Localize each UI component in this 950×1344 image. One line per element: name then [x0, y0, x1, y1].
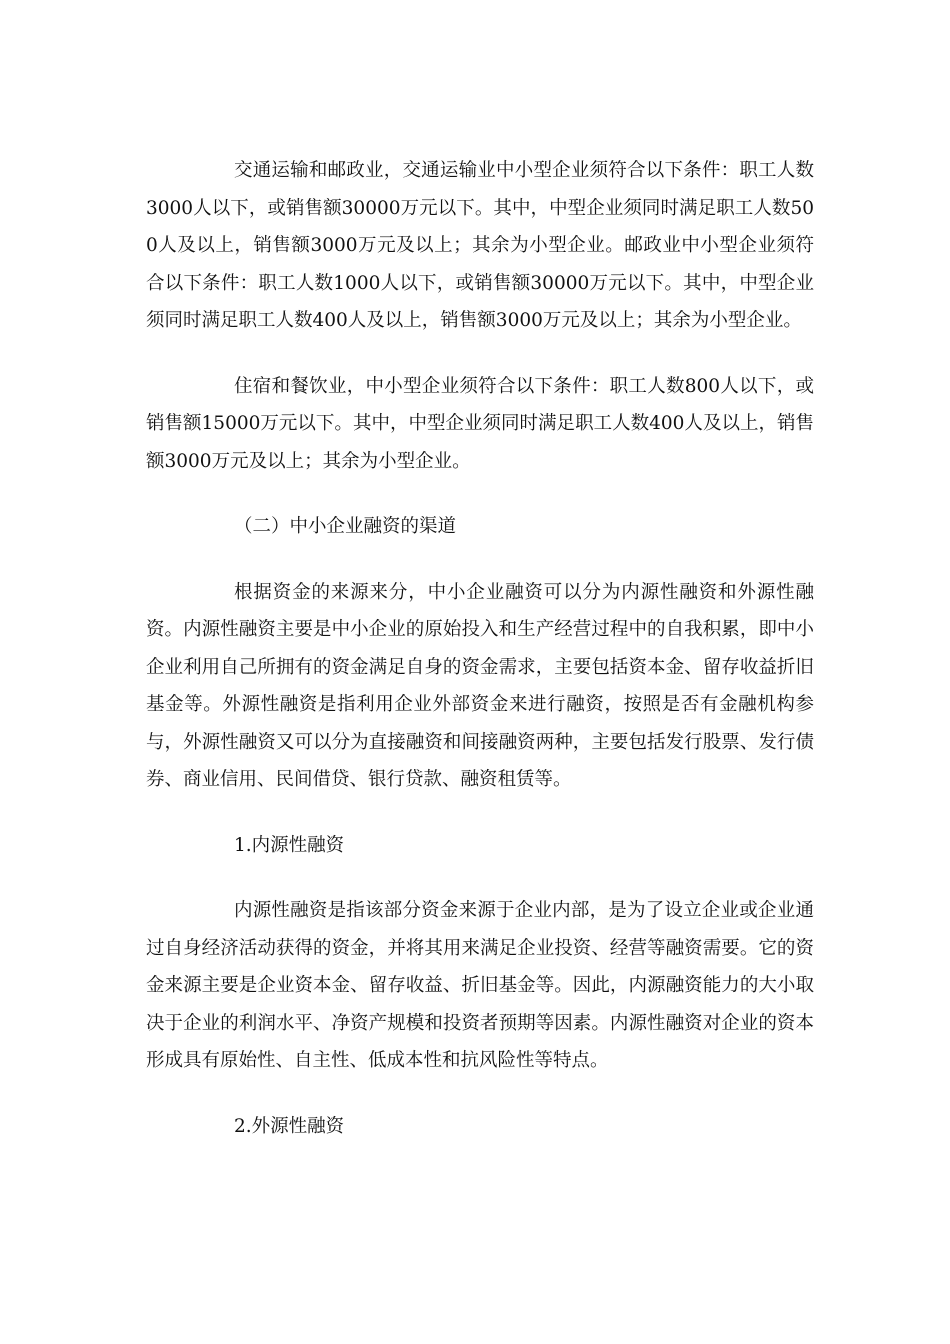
subheading-external-financing: 2.外源性融资 — [234, 1115, 345, 1137]
paragraph-spacer — [146, 1080, 814, 1108]
paragraph-internal-financing: 内源性融资是指该部分资金来源于企业内部，是为了设立企业或企业通过自身经济活动获得的资金，并将其用来满足企业投资、经营等融资需要。它的资金来源主要是企业资本金、留存收益、折旧基金等。因此，内源融资能力的大小取决于企业的利润水平、净资产规模和投资者预期等因素。内源性融资对企业的资本形成具有原始性、自主性、低成本性和抗风险性等特点。 — [146, 900, 814, 1071]
document-body — [146, 152, 814, 1145]
paragraph-spacer — [146, 864, 814, 892]
paragraph-lodging-catering: 住宿和餐饮业，中小型企业须符合以下条件：职工人数800人以下，或销售额15000万元以下。其中，中型企业须同时满足职工人数400人及以上，销售额3000万元及以上；其余为小型企业。 — [146, 375, 814, 472]
paragraph-spacer — [146, 480, 814, 508]
paragraph-transport-postal: 交通运输和邮政业，交通运输业中小型企业须符合以下条件：职工人数3000人以下，或销售额30000万元以下。其中，中型企业须同时满足职工人数500人及以上，销售额3000万元及以上；其余为小型企业。邮政业中小型企业须符合以下条件：职工人数1000人以下，或销售额30000万元以下。其中，中型企业须同时满足职工人数400人及以上，销售额3000万元及以上；其余为小型企业。 — [146, 160, 814, 331]
paragraph-spacer — [146, 340, 814, 368]
subheading-internal-financing: 1.内源性融资 — [234, 834, 345, 856]
paragraph-financing-sources: 根据资金的来源来分，中小企业融资可以分为内源性融资和外源性融资。内源性融资主要是中小企业的原始投入和生产经营过程中的自我积累，即中小企业利用自己所拥有的资金满足自身的资金需求，主要包括资本金、留存收益折旧基金等。外源性融资是指利用企业外部资金来进行融资，按照是否有金融机构参与，外源性融资又可以分为直接融资和间接融资两种，主要包括发行股票、发行债券、商业信用、民间借贷、银行贷款、融资租赁等。 — [146, 581, 814, 790]
paragraph-spacer — [146, 546, 814, 574]
paragraph-spacer — [146, 799, 814, 827]
section-heading-financing-channels: （二）中小企业融资的渠道 — [234, 516, 457, 537]
